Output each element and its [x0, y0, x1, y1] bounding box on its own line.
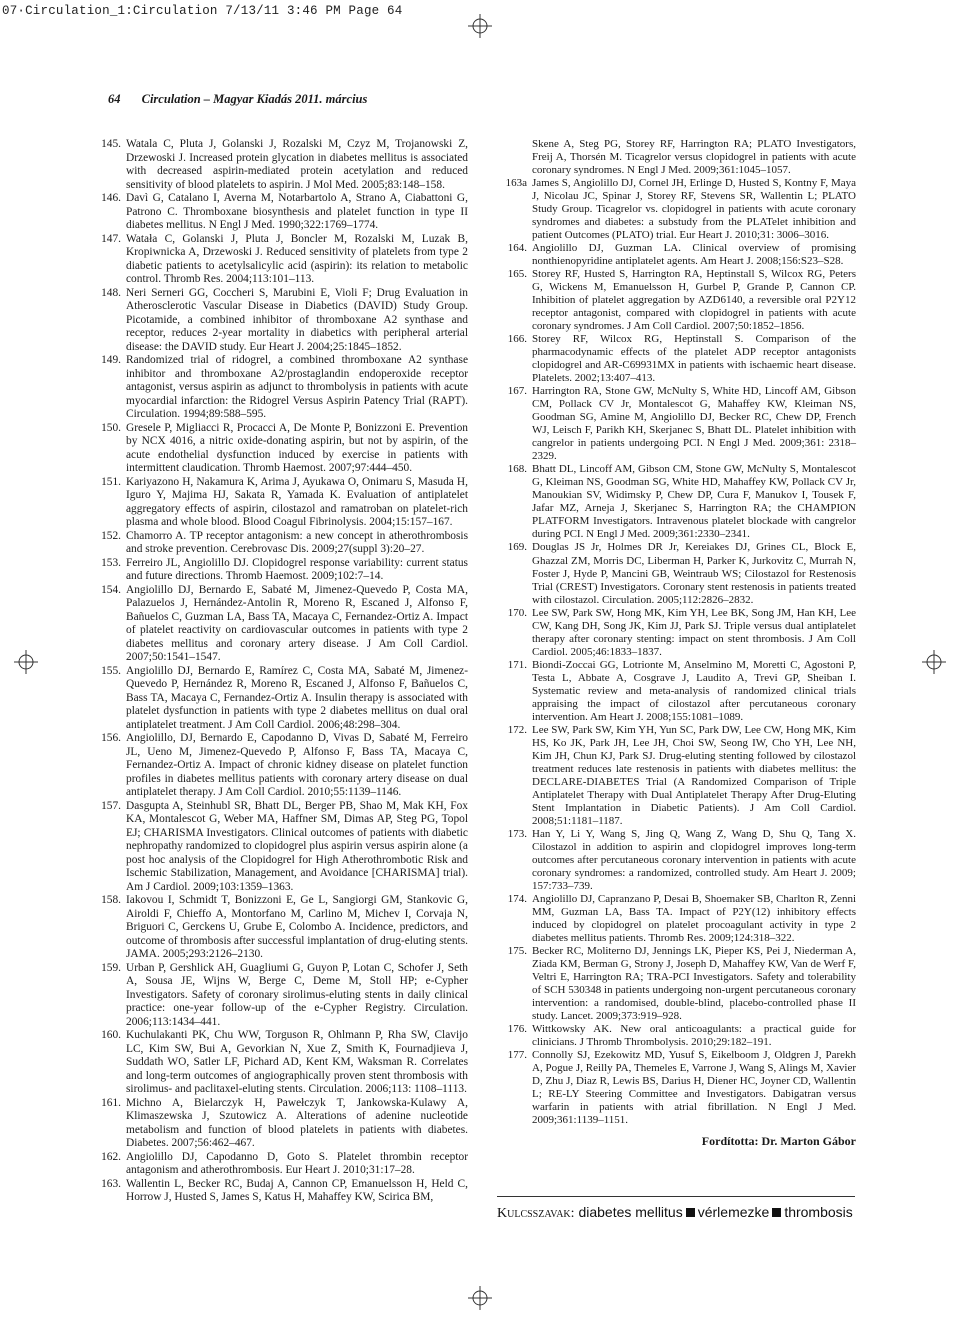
reference-text: Wallentin L, Becker RC, Budaj A, Cannon CP, Emanuelsson H, Held C, Horrow J, Husted S, James S, Katus H, Mahaffey KW, Scirica BM, [126, 1177, 468, 1203]
reference-item [497, 138, 856, 177]
reference-item [93, 584, 468, 665]
reference-text: Lee SW, Park SW, Kim YH, Yun SC, Park DW, Lee CW, Hong MK, Kim HS, Ko JK, Park JH, Lee JH, Choi SW, Seong IW, Cho YH, Lee NH, Kim JH, Chun KJ, Park SJ. Drug-eluting stenting followed by cilostazol treatment reduces late restenosis in patients with diabetes mellitus: the DECLARE-DIABETES Trial (A Randomized Comparison of Triple Antiplatelet Therapy with Dual Antiplatelet Therapy After Drug-Eluting Stent Implantation in Diabetic Patients). J Am Coll Cardiol. 2008;51:1181–1187. [532, 723, 856, 827]
reference-item [497, 1049, 856, 1127]
keywords-label: Kulcsszavak: [497, 1206, 575, 1221]
reference-item [93, 894, 468, 962]
square-bullet-icon [772, 1208, 781, 1217]
reference-text: Watała C, Golanski J, Pluta J, Boncler M, Rozalski M, Luzak B, Kropiwnicka A, Drzewoski J. Reduced sensitivity of platelets from type 2 diabetic patients to acetylsalicylic acid (aspirin): its relation to metabolic control. Thromb Res. 2004;113:101–113. [126, 232, 468, 285]
reference-item [497, 607, 856, 659]
reference-text: Kariyazono H, Nakamura K, Arima J, Ayukawa O, Onimaru S, Masuda H, Iguro Y, Majima HJ, Sakata R, Yamada K. Evaluation of antiplatelet aggregatory effects of aspirin, cilostazol and ramatroban on platelet-rich plasma and whole blood. Blood Coagul Fibrinolysis. 2004;15:157–167. [126, 475, 468, 528]
reference-item [93, 530, 468, 557]
reference-text: Connolly SJ, Ezekowitz MD, Yusuf S, Eikelboom J, Oldgren J, Parekh A, Pogue J, Reilly PA, Themeles E, Varrone J, Wang S, Alings M, Xavier D, Zhu J, Diaz R, Lewis BS, Darius H, Diener HC, Joyner CD, Wallentin L; RE-LY Steering Committee and Investigators. Dabigatran versus warfarin in patients with atrial fibrillation. N Engl J Med. 2009;361:1139–1151. [532, 1049, 856, 1127]
reference-number: 150. [101, 421, 121, 434]
reference-text: Angiolillo DJ, Capodanno D, Goto S. Platelet thrombin receptor antagonism and atherothrombosis. Eur Heart J. 2010;31:17–28. [126, 1150, 468, 1176]
reference-number: 163a [505, 177, 527, 190]
reference-number: 157. [101, 799, 121, 812]
reference-number: 148. [101, 286, 121, 299]
reference-text: Angiolillo DJ, Bernardo E, Ramírez C, Costa MA, Sabaté M, Jimenez-Quevedo P, Hernández R, Moreno R, Escaned J, Alfonso F, Bañuelos C, Bass TA, Macaya C, Fernandez-Ortiz A. Insulin therapy is associated with platelet dysfunction in patients with type 2 diabetes mellitus on dual oral antiplatelet treatment. J Am Coll Cardiol. 2006;48:298–304. [126, 664, 468, 731]
page-number: 64 [108, 92, 121, 106]
reference-number: 162. [101, 1150, 121, 1163]
reference-item [93, 800, 468, 895]
reference-text: Wittkowsky AK. New oral anticoagulants: a practical guide for clinicians. J Thromb Thrombolysis. 2010;29:182–191. [532, 1023, 856, 1049]
reference-number: 168. [507, 463, 527, 476]
reference-number: 161. [101, 1096, 121, 1109]
reference-item [497, 242, 856, 268]
reference-item [93, 665, 468, 733]
registration-mark-icon [922, 650, 946, 674]
reference-text: Neri Serneri GG, Coccheri S, Marubini E, Violi F; Drug Evaluation in Atherosclerotic Vascular Disease in Diabetics (DAVID) Study Group. Picotamide, a combined inhibitor of thromboxane A2 synthase and receptor, reduces 2-year mortality in diabetics with peripheral arterial disease: the DAVID study. Eur Heart J. 2004;25:1845–1852. [126, 286, 468, 353]
reference-item [93, 287, 468, 355]
reference-number: 160. [101, 1029, 121, 1041]
left-column-references [93, 138, 468, 1205]
reference-number: 177. [507, 1049, 527, 1062]
reference-text: Randomized trial of ridogrel, a combined thromboxane A2 synthase inhibitor and thromboxane A2/prostaglandin endoperoxide receptor antagonist, versus aspirin as adjunct to thrombolysis in patients with acute myocardial infarction: the Ridogrel Versus Aspirin Patency Trial (RAPT). Circulation. 1994;89:588–595. [126, 354, 468, 420]
keyword: thrombosis [784, 1204, 853, 1220]
reference-number: 165. [507, 268, 527, 281]
reference-item [93, 1029, 468, 1097]
translator-credit: Fordította: Dr. Marton Gábor [701, 1134, 856, 1149]
reference-text: Gresele P, Migliacci R, Procacci A, De Monte P, Bonizzoni E. Prevention by NCX 4016, a nitric oxide-donating aspirin, but not by aspirin, of the acute endothelial dysfunction induced by exercise in patients with intermittent claudication. Thromb Haemost. 2007;97:444–450. [126, 421, 468, 474]
reference-number: 169. [507, 541, 527, 554]
reference-text: Lee SW, Park SW, Hong MK, Kim YH, Lee BK, Song JM, Han KH, Lee CW, Kang DH, Song JK, Kim JJ, Park SJ. Triple versus dual antiplatelet therapy after coronary stenting: impact on stent thrombosis. J Am Coll Cardiol. 2005;46:1833–1837. [532, 606, 856, 658]
reference-text: Ferreiro JL, Angiolillo DJ. Clopidogrel response variability: current status and future directions. Thromb Haemost. 2009;102:7–14. [126, 556, 468, 582]
reference-text: Iakovou I, Schmidt T, Bonizzoni E, Ge L, Sangiorgi GM, Stankovic G, Airoldi F, Chieffo A, Montorfano M, Carlino M, Michev I, Corvaja N, Briguori C, Gerckens U, Grube E, Colombo A. Incidence, predictors, and outcome of thrombosis after successful implantation of drug-eluting stents. JAMA. 2005;293:2126–2130. [126, 894, 468, 960]
reference-text: Storey RF, Husted S, Harrington RA, Heptinstall S, Wilcox RG, Peters G, Wickens M, Emanuelsson H, Gurbel P, Grande P, Cannon CP. Inhibition of platelet aggregation by AZD6140, a reversible oral P2Y12 receptor antagonist, compared with clopidogrel in patients with acute coronary syndromes. J Am Coll Cardiol. 2007;50:1852–1856. [532, 268, 856, 333]
reference-number: 155. [101, 664, 121, 677]
reference-item [497, 724, 856, 828]
reference-number: 149. [101, 354, 121, 366]
reference-text: Watala C, Pluta J, Golanski J, Rozalski M, Czyz M, Trojanowski Z, Drzewoski J. Increased protein glycation in diabetes mellitus is associated with decreased aspirin-mediated protein acetylation and reduced sensitivity of blood platelets to aspirin. J Mol Med. 2005;83:148–158. [126, 138, 468, 191]
reference-item [93, 192, 468, 233]
reference-text: James S, Angiolillo DJ, Cornel JH, Erlinge D, Husted S, Kontny F, Maya J, Nicolau JC, Spinar J, Storey RF, Stevens SR, Wallentin L; PLATO Study Group. Ticagrelor vs. clopidogrel in patients with acute coronary syndromes and diabetes: a substudy from the PLATelet inhibition and patient Outcomes (PLATO) trial. Eur Heart J. 2010;31: 3006–3016. [532, 177, 856, 242]
reference-text: Angiolillo, DJ, Bernardo E, Capodanno D, Vivas D, Sabaté M, Ferreiro JL, Ueno M, Jimenez-Quevedo P, Alfonso F, Bass TA, Macaya C, Fernandez-Ortiz A. Impact of chronic kidney disease on platelet function profiles in diabetes mellitus patients with coronary artery disease on dual antiplatelet therapy. J Am Coll Cardiol. 2010;55:1139–1146. [126, 732, 468, 798]
reference-text: Dasgupta A, Steinhubl SR, Bhatt DL, Berger PB, Shao M, Mak KH, Fox KA, Montalescot G, Weber MA, Haffner SM, Dimas AP, Steg PG, Topol EJ; CHARISMA Investigators. Clinical outcomes of patients with diabetic nephropathy randomized to clopidogrel plus aspirin versus aspirin alone (a post hoc analysis of the Clopidogrel for High Atherothrombotic Risk and Ischemic Stabilization, Management, and Avoidance [CHARISMA] trial). Am J Cardiol. 2009;103:1359–1363. [126, 799, 468, 893]
reference-item [93, 1097, 468, 1151]
reference-item [93, 1151, 468, 1178]
reference-number: 147. [101, 232, 121, 245]
reference-text: Bhatt DL, Lincoff AM, Gibson CM, Stone GW, McNulty S, Montalescot G, Kleiman NS, Goodman SG, White HD, Mahaffey KW, Pollack CV Jr, Manoukian SV, Widimsky P, Chew DP, Cura F, Manukov I, Tousek F, Jafar MZ, Arneja J, Skerjanec S, Harrington RA; the CHAMPION PLATFORM Investigators. Intravenous platelet blockade with cangrelor during PCI. N Engl J Med. 2009;361:2330–2341. [532, 463, 856, 541]
reference-text: Davì G, Catalano I, Averna M, Notarbartolo A, Strano A, Ciabattoni G, Patrono C. Thromboxane biosynthesis and platelet function in type II diabetes mellitus. N Engl J Med. 1990;322:1769–1774. [126, 192, 468, 231]
right-column-references [497, 138, 856, 1148]
reference-number: 172. [507, 723, 527, 736]
reference-number: 167. [507, 385, 527, 398]
reference-item [497, 268, 856, 333]
reference-text: Angiolillo DJ, Bernardo E, Sabaté M, Jimenez-Quevedo P, Costa MA, Palazuelos J, Hernández-Antolin R, Moreno R, Escaned J, Alfonso F, Bañuelos C, Guzman LA, Bass TA, Macaya C, Fernandez-Ortiz A. Impact of platelet reactivity on cardiovascular outcomes in patients with type 2 diabetes mellitus and coronary artery disease. J Am Coll Cardiol. 2007;50:1541–1547. [126, 583, 468, 663]
reference-number: 173. [507, 827, 527, 840]
reference-item [497, 893, 856, 945]
reference-text: Skene A, Steg PG, Storey RF, Harrington RA; PLATO Investigators, Freij A, Thorsén M. Ticagrelor versus clopidogrel in patients with acute coronary syndromes. N Engl J Med. 2009;361:1045–1057. [532, 138, 856, 177]
reference-text: Angiolillo DJ, Guzman LA. Clinical overview of promising nonthienopyridine antiplatelet agents. Am Heart J. 2008;156:S23–S28. [532, 242, 856, 268]
reference-item [93, 732, 468, 800]
reference-number: 159. [101, 961, 121, 974]
reference-item [497, 333, 856, 385]
reference-text: Han Y, Li Y, Wang S, Jing Q, Wang Z, Wang D, Shu Q, Tang X. Cilostazol in addition to aspirin and clopidogrel improves long-term outcomes after percutaneous coronary intervention in patients with acute coronary syndromes: a randomized, controlled study. Am Heart J. 2009; 157:733–739. [532, 827, 856, 892]
reference-number: 156. [101, 732, 121, 744]
registration-mark-icon [14, 650, 38, 674]
reference-number: 145. [101, 138, 121, 150]
reference-item [93, 1178, 468, 1205]
reference-item [497, 385, 856, 463]
running-header [108, 92, 367, 107]
reference-text: Angiolillo DJ, Capranzano P, Desai B, Shoemaker SB, Charlton R, Zenni MM, Guzman LA, Bass TA. Impact of P2Y(12) inhibitory effects induced by clopidogrel on platelet procoagulant activity in type 2 diabetes mellitus patients. Thromb Res. 2009;124:318–322. [532, 892, 856, 944]
reference-text: Kuchulakanti PK, Chu WW, Torguson R, Ohlmann P, Rha SW, Clavijo LC, Kim SW, Bui A, Gevorkian N, Xue Z, Smith K, Fournadjieva J, Suddath WO, Satler LF, Pichard AD, Kent KM, Waksman R. Correlates and long-term outcomes of angiographically proven stent thrombosis with sirolimus- and paclitaxel-eluting stents. Circulation. 2006;113: 1108–1113. [126, 1029, 468, 1095]
reference-item [497, 828, 856, 893]
reference-item [497, 177, 856, 242]
print-slug: 07·Circulation_1:Circulation 7/13/11 3:46 PM Page 64 [2, 4, 403, 18]
reference-text: Biondi-Zoccai GG, Lotrionte M, Anselmino M, Moretti C, Agostoni P, Testa L, Abbate A, Cosgrave J, Laudito A, Trevi GP, Sheiban I. Systematic review and meta-analysis of randomized clinical trials appraising the impact of cilostazol after percutaneous coronary intervention. Am Heart J. 2008;155:1081–1089. [532, 658, 856, 723]
reference-item [93, 138, 468, 192]
reference-text: Urban P, Gershlick AH, Guagliumi G, Guyon P, Lotan C, Schofer J, Seth A, Sousa JE, Wijns W, Berge C, Deme M, Stoll HP; e-Cypher Investigators. Safety of coronary sirolimus-eluting stents in daily clinical practice: one-year follow-up of the e-Cypher Registry. Circulation. 2006;113:1434–441. [126, 961, 468, 1028]
keywords-line [497, 1204, 853, 1222]
reference-item [497, 659, 856, 724]
reference-item [497, 541, 856, 606]
reference-number: 174. [507, 892, 527, 905]
reference-text: Michno A, Bielarczyk H, Pawełczyk T, Jankowska-Kulawy A, Klimaszewska J, Szutowicz A. Alterations of adenine nucleotide metabolism and function of blood platelets in patients with diabetes. Diabetes. 2007;56:462–467. [126, 1096, 468, 1149]
registration-mark-icon [468, 14, 492, 38]
reference-item [497, 945, 856, 1023]
reference-item [93, 557, 468, 584]
reference-number: 175. [507, 944, 527, 957]
reference-text: Douglas JS Jr, Holmes DR Jr, Kereiakes DJ, Grines CL, Block E, Ghazzal ZM, Morris DC, Liberman H, Parker K, Jurkovitz C, Murrah N, Foster J, Hyde P, Mancini GB, Weintraub WS; Cilostazol for Restenosis Trial (CREST) Investigators. Coronary stent restenosis in patients treated with cilostazol. Circulation. 2005;112:2826–2832. [532, 541, 856, 606]
reference-text: Harrington RA, Stone GW, McNulty S, White HD, Lincoff AM, Gibson CM, Pollack CV Jr, Montalescot G, Mahaffey KW, Kleiman NS, Goodman SG, Amine M, Angiolillo DJ, Becker RC, Chew DP, French WJ, Leisch F, Parikh KH, Skerjanec S, Bhatt DL. Platelet inhibition with cangrelor in patients undergoing PCI. N Engl J Med. 2009;361: 2318–2329. [532, 385, 856, 463]
reference-item [93, 354, 468, 422]
reference-number: 171. [507, 658, 527, 671]
reference-number: 176. [507, 1023, 527, 1036]
reference-text: Chamorro A. TP receptor antagonism: a new concept in atherothrombosis and stroke prevention. Cerebrovasc Dis. 2009;27(suppl 3):20–27. [126, 529, 468, 555]
registration-mark-icon [468, 1286, 492, 1310]
reference-number: 158. [101, 894, 121, 906]
reference-number: 164. [507, 242, 527, 255]
reference-number: 153. [101, 556, 121, 569]
reference-text: Storey RF, Wilcox RG, Heptinstall S. Comparison of the pharmacodynamic effects of the platelet ADP receptor antagonists clopidogrel and AR-C69931MX in patients with ischaemic heart disease. Platelets. 2002;13:407–413. [532, 333, 856, 385]
reference-item [93, 962, 468, 1030]
reference-text: Becker RC, Moliterno DJ, Jennings LK, Pieper KS, Pei J, Niederman A, Ziada KM, Berman G, Strony J, Joseph D, Mahaffey KW, Van de Werf F, Veltri E, Harrington RA; TRA-PCI Investigators. Safety and tolerability of SCH 530348 in patients undergoing non-urgent percutaneous coronary intervention: a randomised, double-blind, placebo-controlled phase II study. Lancet. 2009;373:919–928. [532, 944, 856, 1023]
square-bullet-icon [686, 1208, 695, 1217]
reference-number: 146. [101, 192, 121, 204]
reference-item [93, 233, 468, 287]
reference-number: 166. [507, 333, 527, 346]
reference-number: 154. [101, 583, 121, 596]
reference-number: 152. [101, 529, 121, 542]
reference-number: 163. [101, 1177, 121, 1190]
reference-number: 151. [101, 475, 121, 488]
footer-rule [497, 1196, 855, 1197]
journal-title: Circulation – Magyar Kiadás 2011. március [141, 92, 368, 106]
keyword: diabetes mellitus [578, 1204, 683, 1220]
reference-item [93, 422, 468, 476]
reference-number: 170. [507, 606, 527, 619]
reference-item [93, 476, 468, 530]
reference-item [497, 463, 856, 541]
keyword: vérlemezke [697, 1204, 770, 1220]
reference-item [497, 1023, 856, 1049]
